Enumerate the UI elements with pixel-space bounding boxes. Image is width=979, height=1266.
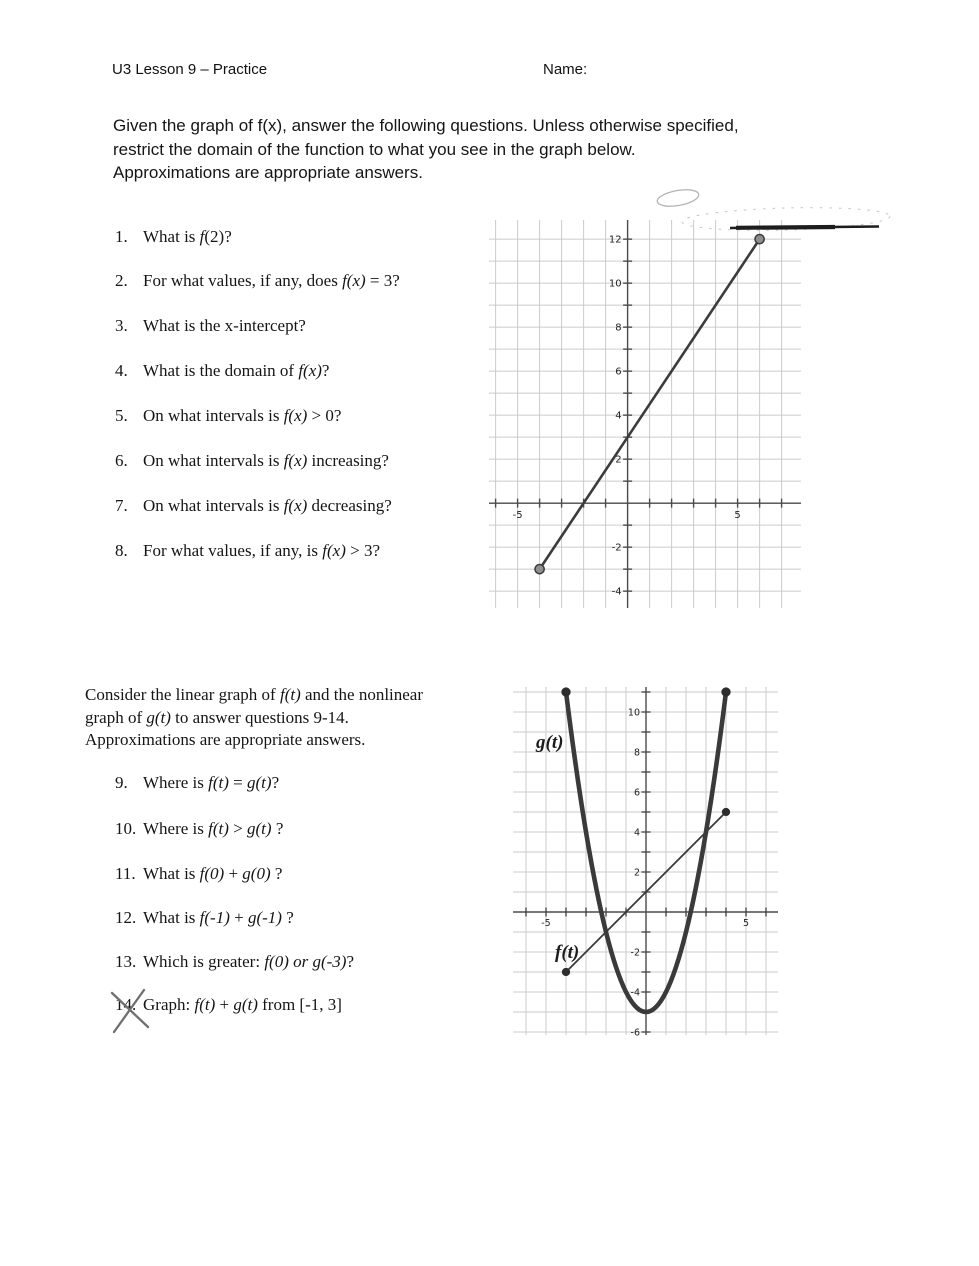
question-10	[115, 819, 283, 839]
question-number: 10.	[115, 819, 137, 838]
question-4	[115, 361, 329, 381]
question-text: On what intervals is f(x) increasing?	[143, 451, 389, 470]
y-tick-label: 8	[615, 322, 622, 334]
question-8	[115, 541, 380, 561]
graph-of-f-x-svg	[489, 220, 801, 608]
question-number: 9.	[115, 773, 128, 792]
question-text: What is f(-1) + g(-1) ?	[143, 908, 294, 927]
question-number: 6.	[115, 451, 128, 470]
y-tick-label: 12	[608, 234, 622, 246]
question-6	[115, 451, 389, 471]
y-tick-label: 2	[615, 454, 622, 466]
question-number: 13.	[115, 952, 137, 971]
question-14	[115, 995, 342, 1015]
question-text: For what values, if any, is f(x) > 3?	[143, 541, 380, 560]
question-2	[115, 271, 400, 291]
intro-line-3: Approximations are appropriate answers.	[113, 163, 423, 182]
endpoint-dot	[535, 565, 544, 574]
curve-label: f(t)	[555, 942, 580, 963]
question-5	[115, 406, 341, 426]
endpoint-dot	[723, 809, 730, 816]
y-tick-label: -2	[630, 947, 640, 959]
y-tick-label: -6	[630, 1027, 640, 1039]
question-text: What is f(2)?	[143, 227, 232, 246]
y-tick-label: -2	[611, 542, 622, 554]
question-text: On what intervals is f(x) decreasing?	[143, 496, 392, 515]
question-text: For what values, if any, does f(x) = 3?	[143, 271, 400, 290]
x-tick-label: 5	[742, 918, 750, 929]
y-tick-label: -4	[611, 586, 622, 598]
question-number: 12.	[115, 908, 137, 927]
y-tick-label: 10	[627, 707, 640, 719]
x-tick-label: -5	[541, 918, 551, 929]
question-7	[115, 496, 392, 516]
question-number: 7.	[115, 496, 128, 515]
question-9	[115, 773, 279, 793]
name-label: Name:	[543, 61, 588, 78]
graph-of-f-t-and-g-t-svg	[513, 687, 778, 1039]
question-text: What is f(0) + g(0) ?	[143, 864, 283, 883]
question-text: Graph: f(t) + g(t) from [-1, 3]	[143, 995, 342, 1014]
question-number: 11.	[115, 864, 136, 883]
question-number: 5.	[115, 406, 128, 425]
intro-line-2: restrict the domain of the function to what you see in the graph below.	[113, 139, 636, 159]
graph-f-t-and-g-t	[513, 687, 778, 1039]
y-tick-label: 2	[633, 867, 640, 879]
question-3	[115, 316, 306, 336]
section2-line-3: Approximations are appropriate answers.	[85, 730, 366, 749]
question-number: 1.	[115, 227, 128, 246]
intro-paragraph	[113, 114, 739, 185]
question-text: Where is f(t) > g(t) ?	[143, 819, 284, 838]
question-number: 2.	[115, 271, 128, 290]
question-text: Which is greater: f(0) or g(-3)?	[143, 952, 355, 971]
y-tick-label: 4	[615, 410, 622, 422]
y-tick-label: 6	[615, 366, 622, 378]
section2-paragraph	[85, 684, 423, 752]
curve-label: g(t)	[536, 732, 564, 753]
endpoint-dot	[755, 235, 764, 244]
x-tick-label: 5	[734, 510, 741, 522]
endpoint-dot	[563, 969, 570, 976]
section2-line-1: Consider the linear graph of f(t) and the nonlinear	[85, 685, 424, 704]
question-1	[115, 227, 232, 247]
document-title: U3 Lesson 9 – Practice	[112, 61, 268, 78]
endpoint-dot	[562, 688, 570, 696]
section2-line-2: graph of g(t) to answer questions 9-14.	[85, 707, 349, 727]
x-tick-label: -5	[512, 510, 523, 522]
y-tick-label: -4	[630, 987, 640, 999]
question-text: What is the x-intercept?	[143, 316, 306, 335]
question-number: 3.	[115, 316, 128, 335]
graph-f-of-x	[489, 220, 801, 608]
question-12	[115, 908, 294, 928]
y-tick-label: 6	[633, 787, 640, 799]
question-13	[115, 952, 354, 972]
pencil-loop-small	[656, 187, 700, 209]
endpoint-dot	[722, 688, 730, 696]
question-number: 4.	[115, 361, 128, 380]
question-text: On what intervals is f(x) > 0?	[143, 406, 342, 425]
y-tick-label: 8	[633, 747, 640, 759]
intro-line-1: Given the graph of f(x), answer the following questions. Unless otherwise specified,	[113, 116, 739, 135]
y-tick-label: 4	[633, 827, 640, 839]
question-text: What is the domain of f(x)?	[143, 361, 330, 380]
question-11	[115, 864, 282, 884]
question-number: 14.	[115, 995, 137, 1014]
question-text: Where is f(t) = g(t)?	[143, 773, 280, 792]
question-number: 8.	[115, 541, 128, 560]
y-tick-label: 10	[608, 278, 622, 290]
